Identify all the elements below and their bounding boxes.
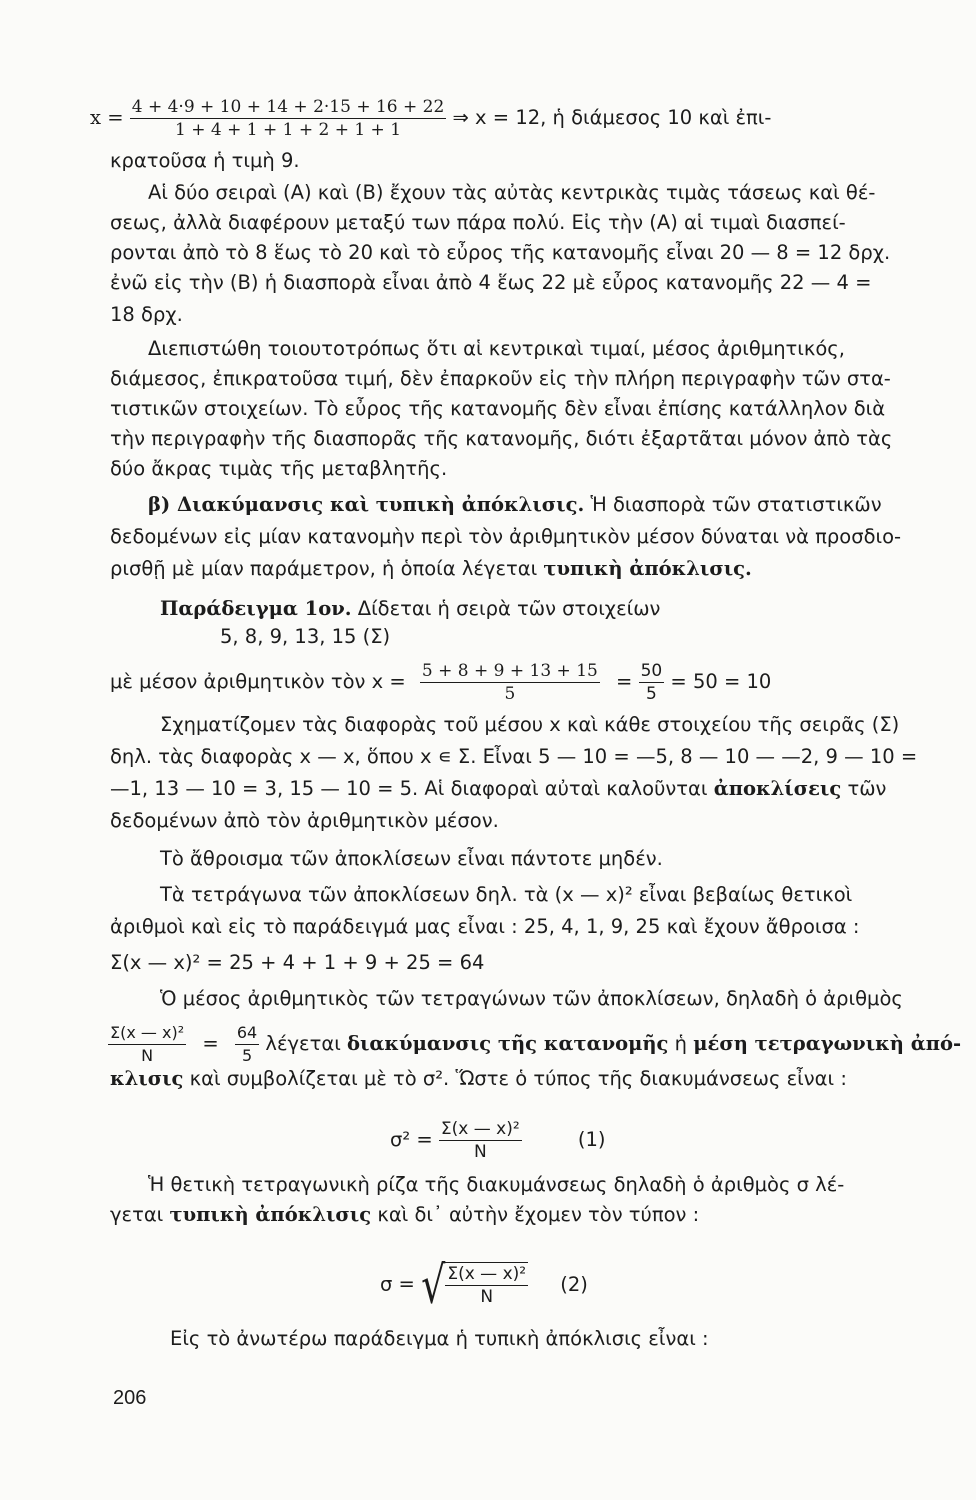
sqrt-symbol: √: [421, 1255, 446, 1315]
example-heading: Παράδειγμα 1ον.: [160, 597, 352, 620]
text-line: Αἱ δύο σειραὶ (Α) καὶ (Β) ἔχουν τὰς αὐτὰς κεντρικὰς τιμὰς τάσεως καὶ θέ-: [148, 181, 876, 204]
term-bold: διακύμανσις τῆς κατανομῆς: [346, 1032, 669, 1055]
text-line: τὴν περιγραφὴν τῆς διασπορᾶς τῆς κατανομῆς, διότι ἐξαρτᾶται μόνον ἀπὸ τὰς: [110, 427, 893, 450]
page-number: 206: [113, 1387, 147, 1409]
term-bold: μέση τετραγωνικὴ ἀπό-: [693, 1032, 962, 1055]
mean-equation-top: x = $\frac{4 + 4\cdot 9 + 10 + 14 + 2\cdot 15 + 16 + 22}{1 + 4 + 1 + 1 + 2 + 1 + 1}$ ⇒ x = 12, ἡ διάμεσος 10 καὶ ἐπι-: [90, 97, 772, 140]
equation-number: (1): [577, 1128, 606, 1151]
mean-fraction: $\frac{5 + 8 + 9 + 13 + 15}{5}$: [421, 661, 598, 704]
text-line: δεδομένων εἰς μίαν κατανομὴν περὶ τὸν ἀριθμητικὸν μέσον δύναται νὰ προσδιο-: [110, 525, 902, 548]
text-line: διάμεσος, ἐπικρατοῦσα τιμή, δὲν ἐπαρκοῦν εἰς τὴν πλήρη περιγραφὴν τῶν στα-: [110, 367, 891, 390]
text-line: γεται τυπικὴ ἀπόκλισις καὶ δι᾿ αὐτὴν ἔχομεν τὸν τύπον :: [110, 1203, 700, 1226]
text-line: κλισις καὶ συμβολίζεται μὲ τὸ σ². Ὥστε ὁ τύπος τῆς διακυμάνσεως εἶναι :: [110, 1067, 847, 1090]
term-bold: τυπικὴ ἀπόκλισις.: [543, 557, 752, 580]
text-line: Ἡ θετικὴ τετραγωνικὴ ρίζα τῆς διακυμάνσεως δηλαδὴ ὁ ἀριθμὸς σ λέ-: [148, 1173, 845, 1196]
fraction: $\frac{\text{Σ(x — x)²}}{N}$: [447, 1264, 527, 1307]
mean-equation: μὲ μέσον ἀριθμητικὸν τὸν x = $\frac{5 + 8 + 9 + 13 + 15}{5}$ = $\frac{50}{5}$ = 50 = 10: [110, 661, 772, 704]
equation-number: (2): [560, 1272, 588, 1296]
text-line: δηλ. τὰς διαφορὰς x — x, ὅπου x ∊ Σ. Εἶναι 5 — 10 = —5, 8 — 10 — —2, 9 — 10 =: [110, 745, 918, 768]
series-line: 5, 8, 9, 13, 15 (Σ): [220, 625, 391, 648]
term-bold: ἀποκλίσεις: [713, 777, 842, 800]
text-line: δύο ἄκρας τιμὰς τῆς μεταβλητῆς.: [110, 457, 448, 480]
mean-fraction: $\frac{4 + 4\cdot 9 + 10 + 14 + 2\cdot 15 + 16 + 22}{1 + 4 + 1 + 1 + 2 + 1 + 1}$: [131, 97, 445, 140]
term-bold: κλισις: [110, 1067, 184, 1090]
text-line: ρονται ἀπὸ τὸ 8 ἕως τὸ 20 καὶ τὸ εὖρος τῆς κατανομῆς εἶναι 20 — 8 = 12 δρχ.: [110, 241, 891, 264]
text-line: δεδομένων ἀπὸ τὸν ἀριθμητικὸν μέσον.: [110, 809, 499, 832]
text-line: ρισθῇ μὲ μίαν παράμετρον, ἡ ὁποία λέγεται τυπικὴ ἀπόκλισις.: [110, 557, 752, 580]
text-line: ἀριθμοὶ καὶ εἰς τὸ παράδειγμά μας εἶναι : 25, 4, 1, 9, 25 καὶ ἔχουν ἄθροισα :: [110, 915, 860, 938]
text-line: Διεπιστώθη τοιουτοτρόπως ὅτι αἱ κεντρικαὶ τιμαί, μέσος ἀριθμητικός,: [148, 337, 845, 360]
section-heading: β) Διακύμανσις καὶ τυπικὴ ἀπόκλισις.: [148, 493, 585, 516]
example-heading-line: Παράδειγμα 1ον. Δίδεται ἡ σειρὰ τῶν στοιχείων: [160, 597, 661, 620]
section-heading-line: β) Διακύμανσις καὶ τυπικὴ ἀπόκλισις. Ἡ διασπορὰ τῶν στατιστικῶν: [148, 493, 882, 516]
text-line: Ὁ μέσος ἀριθμητικὸς τῶν τετραγώνων τῶν ἀποκλίσεων, δηλαδὴ ὁ ἀριθμὸς: [160, 987, 903, 1010]
text-line: Σχηματίζομεν τὰς διαφορὰς τοῦ μέσου x καὶ κάθε στοιχείου τῆς σειρᾶς (Σ): [160, 713, 900, 736]
text-line: τιστικῶν στοιχείων. Τὸ εὖρος τῆς κατανομῆς δὲν εἶναι ἐπίσης κατάλληλον διὰ: [110, 397, 886, 420]
text-line: Τὸ ἄθροισμα τῶν ἀποκλίσεων εἶναι πάντοτε μηδέν.: [160, 847, 663, 870]
fraction: $\frac{\text{Σ(x — x)²}}{N}$: [440, 1119, 520, 1162]
text-line: ἐνῶ εἰς τὴν (Β) ἡ διασπορὰ εἶναι ἀπὸ 4 ἕως 22 μὲ εὖρος κατανομῆς 22 — 4 =: [110, 271, 872, 294]
fraction: $\frac{64}{5}$: [236, 1023, 258, 1065]
text-line: Εἰς τὸ ἀνωτέρω παράδειγμα ἡ τυπικὴ ἀπόκλισις εἶναι :: [170, 1327, 709, 1350]
fraction: $\frac{\text{Σ(x — x)²}}{N}$: [110, 1023, 185, 1065]
text-line: σεως, ἀλλὰ διαφέρουν μεταξύ των πάρα πολύ. Εἰς τὴν (Α) αἱ τιμαὶ διασπεί-: [110, 211, 846, 234]
sum-equation: Σ(x — x)² = 25 + 4 + 1 + 9 + 25 = 64: [110, 951, 485, 974]
term-bold: τυπικὴ ἀπόκλισις: [169, 1203, 372, 1226]
text-line: Τὰ τετράγωνα τῶν ἀποκλίσεων δηλ. τὰ (x — x)² εἶναι βεβαίως θετικοὶ: [160, 883, 853, 906]
fraction: $\frac{50}{5}$: [640, 661, 663, 704]
text-line: —1, 13 — 10 = 3, 15 — 10 = 5. Αἱ διαφοραὶ αὐταὶ καλοῦνται ἀποκλίσεις τῶν: [110, 777, 887, 800]
std-dev-formula: σ = √ $\frac{\text{Σ(x — x)²}}{N}$ (2): [380, 1255, 588, 1315]
text-line: 18 δρχ.: [110, 303, 183, 326]
variance-definition: $\frac{\text{Σ(x — x)²}}{N}$ = $\frac{64}{5}$ λέγεται διακύμανσις τῆς κατανομῆς ἡ μέση τετραγωνικὴ ἀπό-: [110, 1023, 962, 1065]
variance-formula: σ² = $\frac{\text{Σ(x — x)²}}{N}$ (1): [390, 1119, 606, 1162]
text-line: κρατοῦσα ἡ τιμὴ 9.: [110, 149, 300, 172]
